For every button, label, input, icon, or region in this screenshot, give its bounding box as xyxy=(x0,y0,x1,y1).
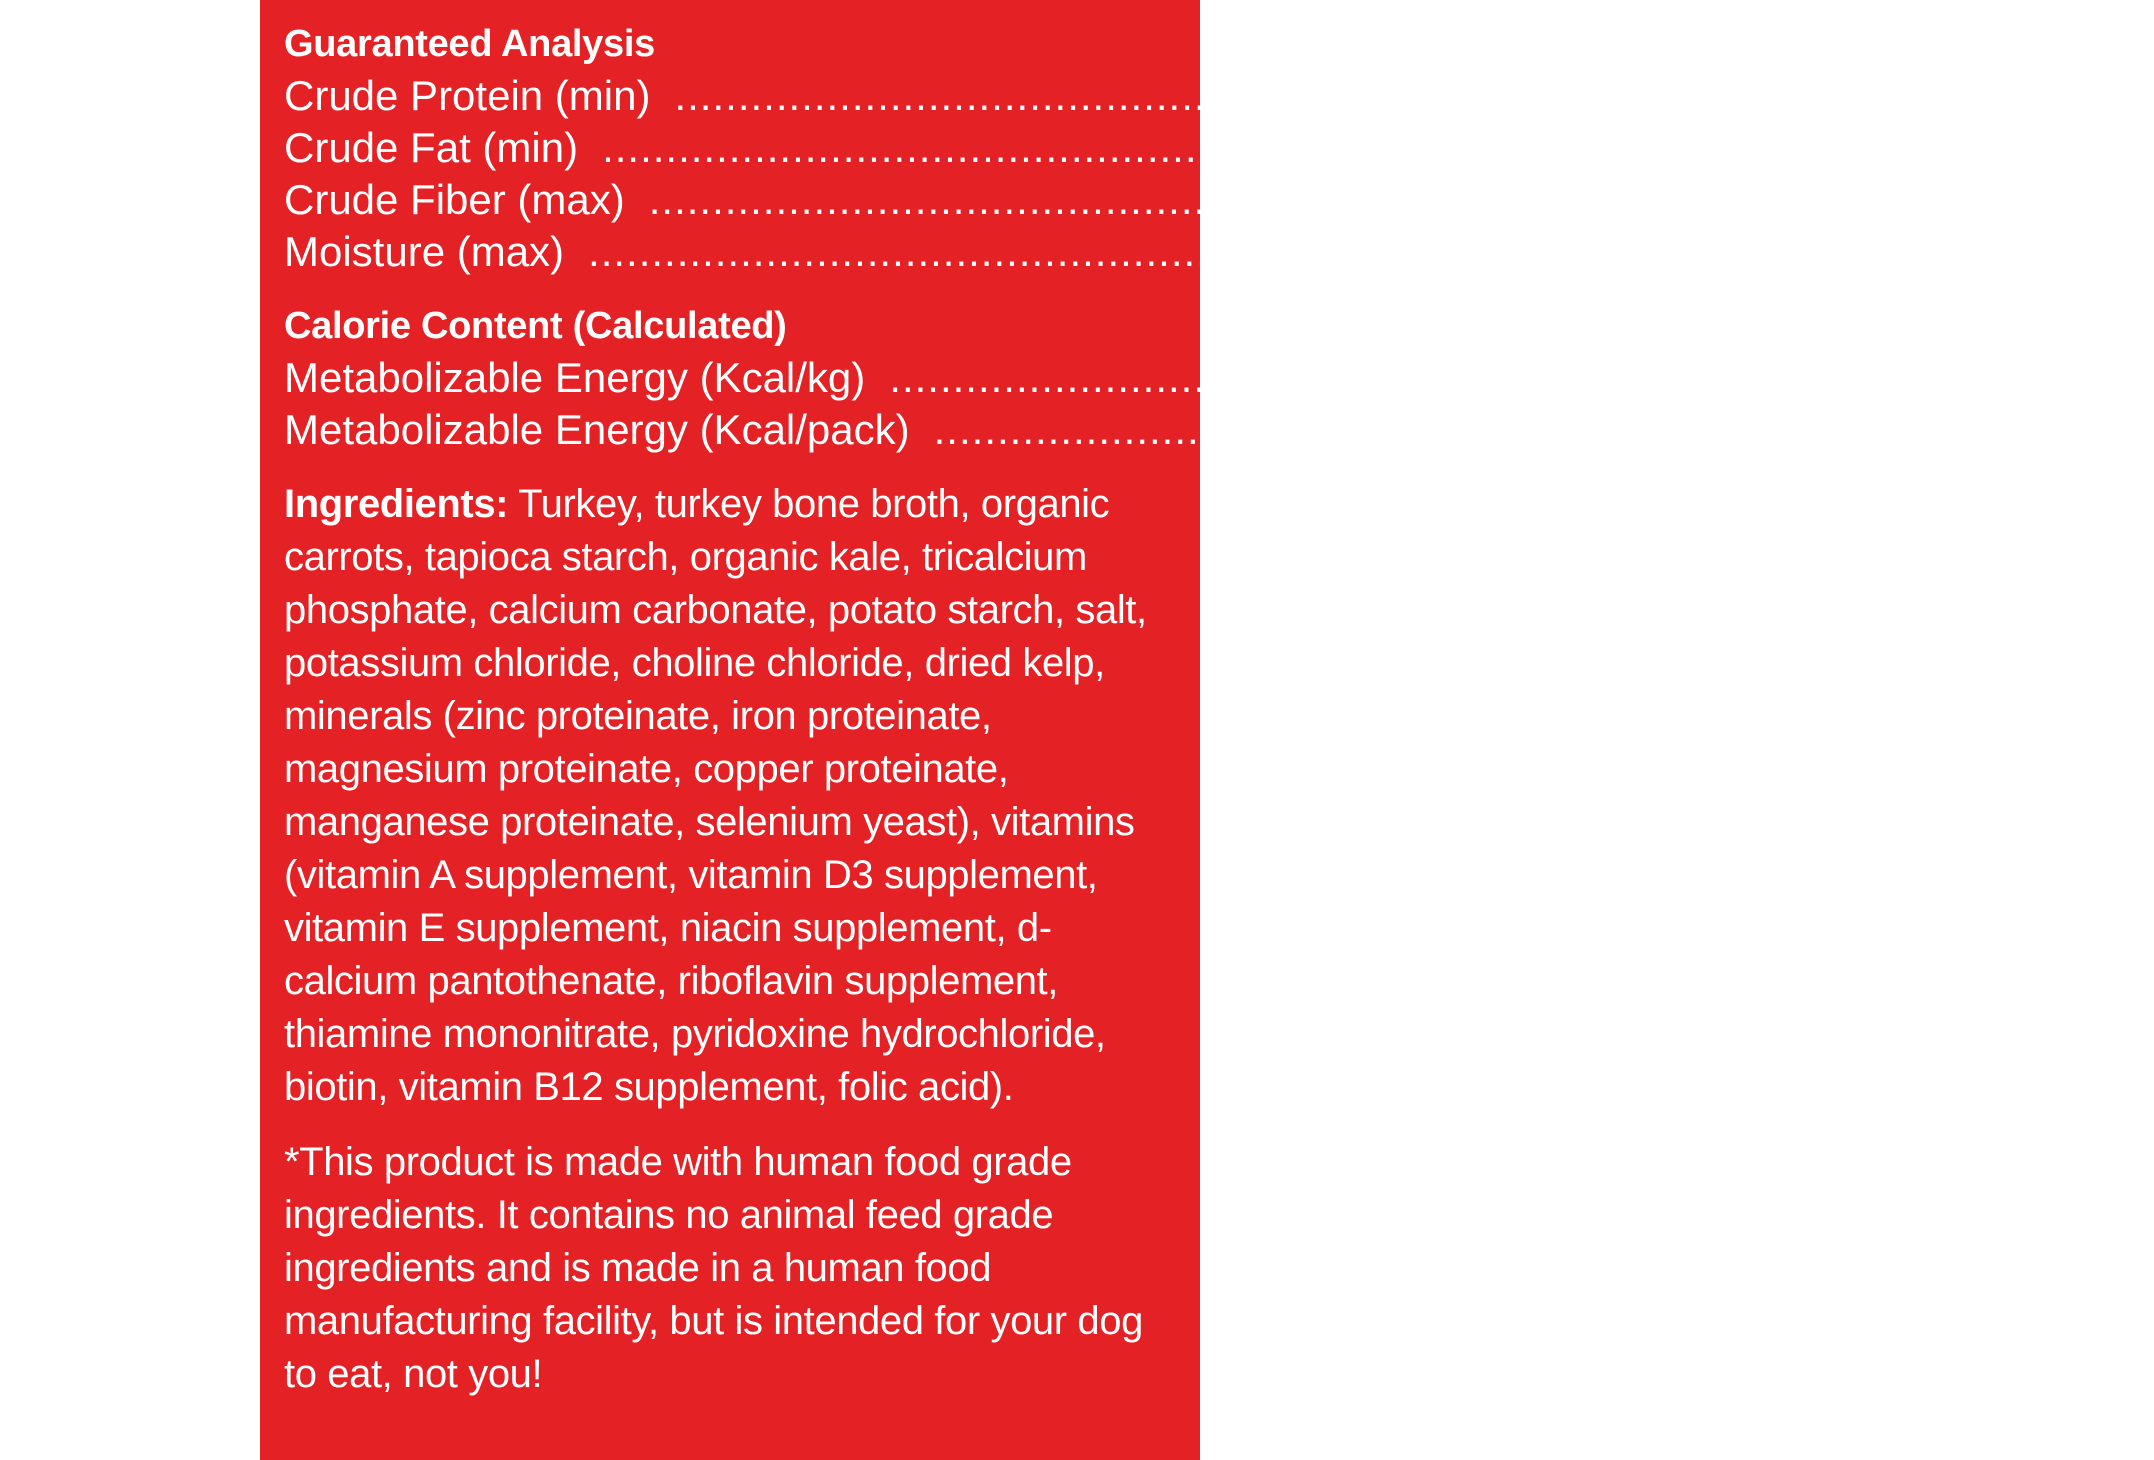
analysis-label: Crude Protein (min) xyxy=(284,72,651,119)
analysis-value: 2.00% xyxy=(1752,124,1872,171)
nutrition-label-panel xyxy=(260,0,2154,1460)
leader-dots: .......................................................................................... xyxy=(588,228,1729,275)
analysis-row-crude-fat xyxy=(284,122,1872,174)
calorie-value: 783 xyxy=(2039,354,2110,401)
analysis-row-moisture xyxy=(284,226,1858,278)
section-spacer xyxy=(284,1114,1172,1136)
analysis-value: 1.50% xyxy=(1798,176,1919,223)
leader-dots: .......................................................................................... xyxy=(933,406,2074,453)
ingredients-text: Turkey, turkey bone broth, organic carrots, tapioca starch, organic kale, tricalcium phosphate, calcium carbonate, potato starch, salt, potassium chloride, choline chloride, dried kelp, minerals (zinc proteinate, iron proteinate, magnesium proteinate, copper proteinate, manganese proteinate, selenium yeast), vitamins (vitamin A supplement, vitamin D3 supplement, vitamin E supplement, niacin supplement, d-calcium pantothenate, riboflavin supplement, thiamine mononitrate, pyridoxine hydrochloride, biotin, vitamin B12 supplement, folic acid). xyxy=(284,482,1147,1109)
leader-dots: .......................................................................................... xyxy=(674,72,1815,119)
calorie-row-per-pack xyxy=(284,404,2154,456)
analysis-value: 82.0% xyxy=(1738,228,1858,275)
leader-dots: .......................................................................................... xyxy=(648,176,1789,223)
calorie-content-heading: Calorie Content (Calculated) xyxy=(284,305,787,347)
section-spacer xyxy=(284,456,1172,478)
calorie-value: 243 xyxy=(2083,406,2154,453)
guaranteed-analysis-heading: Guaranteed Analysis xyxy=(284,23,655,65)
ingredients-label: Ingredients: xyxy=(284,482,509,526)
analysis-label: Crude Fiber (max) xyxy=(284,176,625,223)
calorie-label: Metabolizable Energy (Kcal/pack) xyxy=(284,406,910,453)
analysis-row-crude-fiber xyxy=(284,174,1919,226)
calorie-row-per-kg xyxy=(284,352,2110,404)
analysis-label: Moisture (max) xyxy=(284,228,565,275)
ingredients-paragraph xyxy=(284,478,1174,1114)
analysis-value: 9.00% xyxy=(1824,72,1944,119)
disclaimer-paragraph: *This product is made with human food grade ingredients. It contains no animal feed grade ingredients and is made in a human food manufacturing facility, but is intended for your dog to eat, not you! xyxy=(284,1140,1143,1396)
calorie-label: Metabolizable Energy (Kcal/kg) xyxy=(284,354,866,401)
analysis-label: Crude Fat (min) xyxy=(284,124,579,171)
leader-dots: .......................................................................................... xyxy=(889,354,2030,401)
section-spacer xyxy=(284,278,1172,300)
analysis-row-crude-protein xyxy=(284,70,1944,122)
leader-dots: .......................................................................................... xyxy=(602,124,1743,171)
